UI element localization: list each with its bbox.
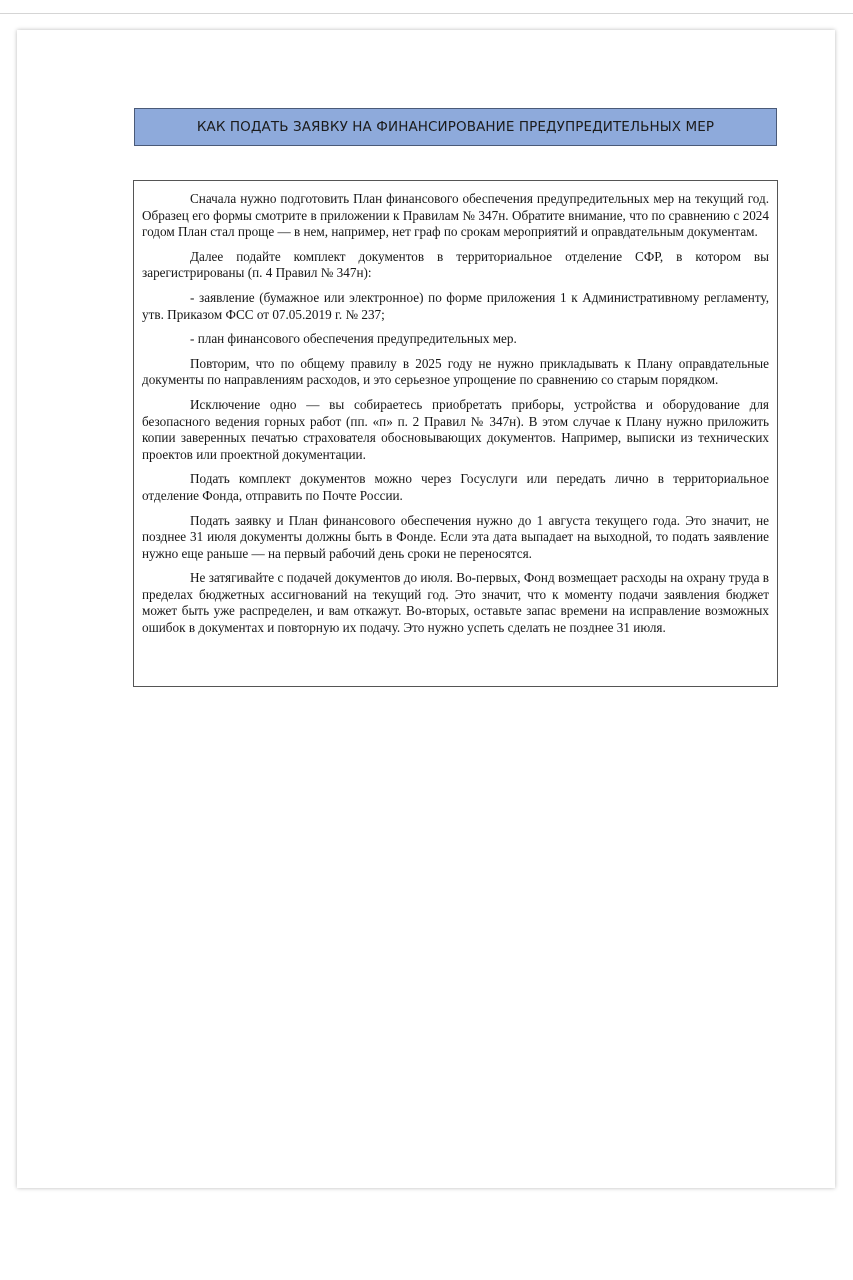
paragraph-7: Подать комплект документов можно через Госуслуги или передать лично в территориальное отделение Фонда, отправить по Почте России. (142, 471, 769, 503)
paragraph-9: Не затягивайте с подачей документов до июля. Во-первых, Фонд возмещает расходы на охрану труда в пределах бюджетных ассигнований на текущий год. Это значит, что к моменту подачи заявления бюджет может быть уже распределен, и вам откажут. Во-вторых, оставьте запас времени на исправление возможных ошибок в документах и повторную их подачу. Это нужно успеть сделать не позднее 31 июля. (142, 570, 769, 636)
paragraph-1: Сначала нужно подготовить План финансового обеспечения предупредительных мер на текущий год. Образец его формы смотрите в приложении к Правилам № 347н. Обратите внимание, что по сравнению с 2024 годом План стал проще — в нем, например, нет граф по срокам мероприятий и оправдательным документам. (142, 191, 769, 240)
document-page (17, 30, 835, 1188)
top-divider (0, 13, 853, 14)
paragraph-3: - заявление (бумажное или электронное) по форме приложения 1 к Административному регламенту, утв. Приказом ФСС от 07.05.2019 г. № 237; (142, 289, 769, 322)
title-banner (134, 108, 777, 146)
document-title: КАК ПОДАТЬ ЗАЯВКУ НА ФИНАНСИРОВАНИЕ ПРЕДУПРЕДИТЕЛЬНЫХ МЕР (196, 119, 715, 135)
paragraph-2: Далее подайте комплект документов в территориальное отделение СФР, в котором вы зарегистрированы (п. 4 Правил № 347н): (142, 248, 769, 281)
content-box (133, 180, 778, 687)
paragraph-6: Исключение одно — вы собираетесь приобретать приборы, устройства и оборудование для безопасного ведения горных работ (пп. «п» п. 2 Правил № 347н). В этом случае к Плану нужно приложить копии заверенных печатью страхователя обосновывающих документов. Например, выписки из технических проектов или проектной документации. (142, 396, 769, 462)
paragraph-5: Повторим, что по общему правилу в 2025 году не нужно прикладывать к Плану оправдательные документы по направлениям расходов, и это серьезное упрощение по сравнению со старым порядком. (142, 355, 769, 388)
paragraph-4: - план финансового обеспечения предупредительных мер. (190, 331, 517, 347)
paragraph-8: Подать заявку и План финансового обеспечения нужно до 1 августа текущего года. Это значит, не позднее 31 июля документы должны быть в Фонде. Если эта дата выпадает на выходной, то подать заявление нужно еще раньше — на первый рабочий день сроки не переносятся. (142, 512, 769, 561)
